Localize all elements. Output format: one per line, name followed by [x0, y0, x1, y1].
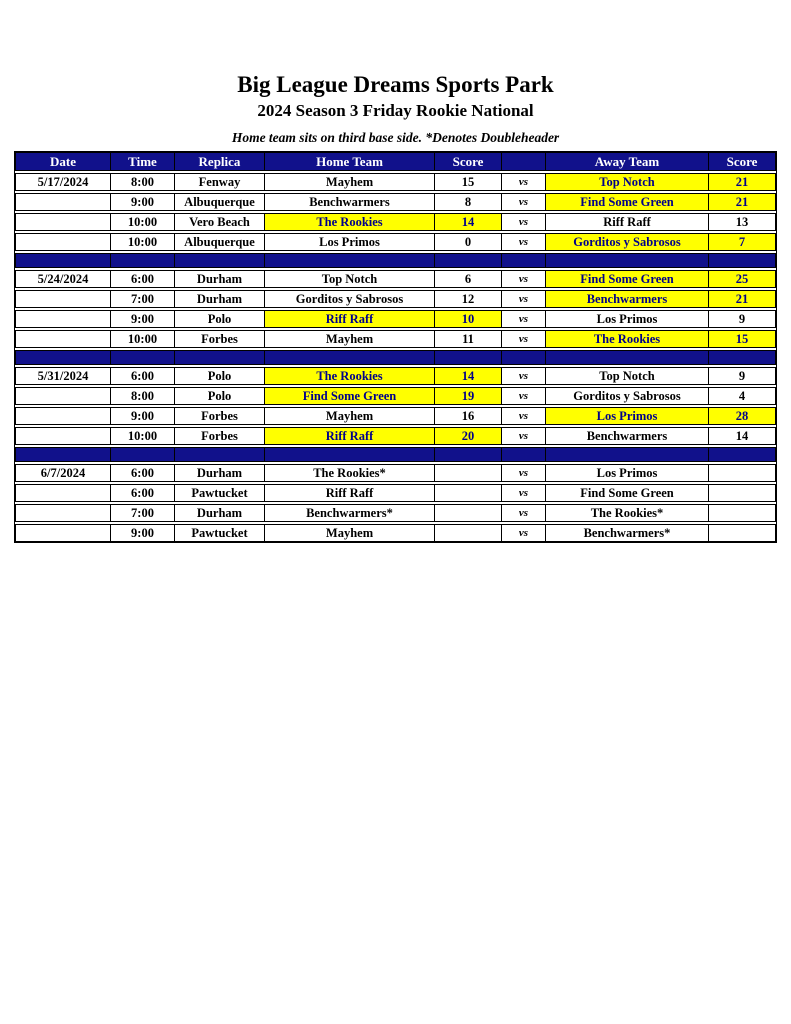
date-cell: 5/31/2024	[16, 368, 111, 384]
separator-away-team-cell	[546, 448, 709, 461]
time-cell: 9:00	[111, 194, 175, 210]
replica-cell: Fenway	[175, 174, 265, 190]
separator-away-score-cell	[709, 351, 775, 364]
home-team-cell: Gorditos y Sabrosos	[265, 291, 435, 307]
home-score-cell	[435, 505, 502, 521]
away-team-cell: Gorditos y Sabrosos	[546, 388, 709, 404]
column-header-vs-cell	[502, 153, 546, 170]
away-team-cell: Gorditos y Sabrosos	[546, 234, 709, 250]
column-header-time-cell: Time	[111, 153, 175, 170]
vs-cell: vs	[502, 525, 546, 541]
home-score-cell: 8	[435, 194, 502, 210]
vs-cell: vs	[502, 465, 546, 481]
separator-time-cell	[111, 351, 175, 364]
home-team-cell: Benchwarmers*	[265, 505, 435, 521]
replica-cell: Forbes	[175, 331, 265, 347]
replica-cell: Pawtucket	[175, 525, 265, 541]
away-team-cell: Find Some Green	[546, 485, 709, 501]
separator-vs-cell	[502, 351, 546, 364]
vs-cell: vs	[502, 428, 546, 444]
home-team-cell: Mayhem	[265, 408, 435, 424]
away-score-cell: 21	[709, 174, 775, 190]
separator-time-cell	[111, 254, 175, 267]
separator-home-team-cell	[265, 448, 435, 461]
away-team-cell: Riff Raff	[546, 214, 709, 230]
vs-cell: vs	[502, 388, 546, 404]
date-cell	[16, 388, 111, 404]
replica-cell: Polo	[175, 311, 265, 327]
home-score-cell: 10	[435, 311, 502, 327]
away-team-cell: Benchwarmers	[546, 291, 709, 307]
date-cell	[16, 311, 111, 327]
away-score-cell	[709, 465, 775, 481]
home-team-cell: Riff Raff	[265, 311, 435, 327]
away-team-cell: Top Notch	[546, 174, 709, 190]
replica-cell: Forbes	[175, 428, 265, 444]
home-team-cell: Benchwarmers	[265, 194, 435, 210]
separator-vs-cell	[502, 254, 546, 267]
date-cell	[16, 505, 111, 521]
time-cell: 7:00	[111, 291, 175, 307]
away-team-cell: Benchwarmers*	[546, 525, 709, 541]
separator-away-score-cell	[709, 448, 775, 461]
home-score-cell: 14	[435, 214, 502, 230]
away-score-cell: 7	[709, 234, 775, 250]
separator-row	[15, 447, 776, 462]
time-cell: 6:00	[111, 465, 175, 481]
home-team-cell: Riff Raff	[265, 428, 435, 444]
separator-row	[15, 350, 776, 365]
replica-cell: Polo	[175, 388, 265, 404]
time-cell: 6:00	[111, 368, 175, 384]
replica-cell: Albuquerque	[175, 234, 265, 250]
separator-away-team-cell	[546, 254, 709, 267]
date-cell	[16, 331, 111, 347]
date-cell: 5/24/2024	[16, 271, 111, 287]
separator-away-team-cell	[546, 351, 709, 364]
separator-home-team-cell	[265, 351, 435, 364]
away-score-cell	[709, 525, 775, 541]
home-team-cell: Los Primos	[265, 234, 435, 250]
separator-replica-cell	[175, 448, 265, 461]
away-team-cell: The Rookies	[546, 331, 709, 347]
column-header-away-score-cell: Score	[709, 153, 775, 170]
home-team-cell: Mayhem	[265, 525, 435, 541]
home-team-cell: The Rookies	[265, 214, 435, 230]
separator-row	[15, 253, 776, 268]
away-team-cell: Find Some Green	[546, 194, 709, 210]
time-cell: 8:00	[111, 388, 175, 404]
column-header-date-cell: Date	[16, 153, 111, 170]
vs-cell: vs	[502, 194, 546, 210]
separator-replica-cell	[175, 254, 265, 267]
home-score-cell: 14	[435, 368, 502, 384]
away-score-cell: 9	[738, 369, 746, 383]
home-score-cell: 0	[435, 234, 502, 250]
time-cell: 9:00	[111, 311, 175, 327]
separator-home-score-cell	[435, 351, 502, 364]
vs-cell: vs	[502, 505, 546, 521]
away-score-cell: 21	[709, 291, 775, 307]
separator-away-score-cell	[709, 254, 775, 267]
away-team-cell: Top Notch	[546, 368, 709, 384]
vs-cell: vs	[502, 368, 546, 384]
page-title: Big League Dreams Sports Park	[237, 72, 554, 97]
separator-date-cell	[16, 351, 111, 364]
separator-vs-cell	[502, 448, 546, 461]
replica-cell: Durham	[175, 465, 265, 481]
separator-home-team-cell	[265, 254, 435, 267]
date-cell	[16, 234, 111, 250]
home-score-cell: 20	[435, 428, 502, 444]
away-team-cell: Benchwarmers	[546, 428, 709, 444]
separator-home-score-cell	[435, 448, 502, 461]
home-team-cell: Find Some Green	[265, 388, 435, 404]
page-subtitle: 2024 Season 3 Friday Rookie National	[257, 101, 534, 120]
replica-cell: Albuquerque	[175, 194, 265, 210]
game-row	[15, 193, 776, 211]
away-team-cell: The Rookies*	[546, 505, 709, 521]
game-row	[15, 484, 776, 502]
vs-cell: vs	[502, 174, 546, 190]
game-row	[15, 464, 776, 482]
vs-cell: vs	[502, 234, 546, 250]
away-score-cell: 25	[709, 271, 775, 287]
game-row	[15, 173, 776, 191]
away-team-cell: Los Primos	[546, 408, 709, 424]
home-team-cell: The Rookies*	[265, 465, 435, 481]
home-team-cell: Mayhem	[265, 174, 435, 190]
time-cell: 6:00	[111, 271, 175, 287]
game-row	[15, 290, 776, 308]
column-header-replica-cell: Replica	[175, 153, 265, 170]
game-row	[15, 387, 776, 405]
date-cell	[16, 291, 111, 307]
home-team-cell: The Rookies	[265, 368, 435, 384]
column-header-away-team-cell: Away Team	[546, 153, 709, 170]
time-cell: 7:00	[111, 505, 175, 521]
separator-time-cell	[111, 448, 175, 461]
away-score-cell: 21	[709, 194, 775, 210]
game-row	[15, 524, 776, 542]
column-header-home-score-cell: Score	[435, 153, 502, 170]
home-team-cell: Top Notch	[265, 271, 435, 287]
replica-cell: Durham	[175, 505, 265, 521]
away-team-cell: Los Primos	[546, 465, 709, 481]
date-cell	[16, 485, 111, 501]
replica-cell: Polo	[175, 368, 265, 384]
away-score-cell: 9	[738, 312, 746, 326]
column-header-home-team-cell: Home Team	[265, 153, 435, 170]
game-row	[15, 270, 776, 288]
game-row	[15, 330, 776, 348]
game-row	[15, 427, 776, 445]
game-row	[15, 367, 776, 385]
home-score-cell: 16	[435, 408, 502, 424]
date-cell	[16, 408, 111, 424]
date-cell	[16, 194, 111, 210]
time-cell: 8:00	[111, 174, 175, 190]
date-cell	[16, 214, 111, 230]
separator-date-cell	[16, 254, 111, 267]
game-row	[15, 213, 776, 231]
vs-cell: vs	[502, 311, 546, 327]
time-cell: 10:00	[111, 214, 175, 230]
schedule-table	[14, 151, 777, 543]
vs-cell: vs	[502, 485, 546, 501]
away-score-cell	[709, 485, 775, 501]
home-score-cell	[435, 465, 502, 481]
time-cell: 9:00	[111, 408, 175, 424]
home-team-cell: Riff Raff	[265, 485, 435, 501]
game-row	[15, 233, 776, 251]
replica-cell: Forbes	[175, 408, 265, 424]
date-cell	[16, 428, 111, 444]
home-score-cell: 12	[435, 291, 502, 307]
time-cell: 9:00	[111, 525, 175, 541]
away-score-cell: 15	[709, 331, 775, 347]
game-row	[15, 504, 776, 522]
game-row	[15, 310, 776, 328]
away-score-cell: 28	[709, 408, 775, 424]
away-score-cell: 4	[738, 389, 746, 403]
date-cell: 6/7/2024	[16, 465, 111, 481]
vs-cell: vs	[502, 271, 546, 287]
home-score-cell: 6	[435, 271, 502, 287]
home-score-cell	[435, 485, 502, 501]
replica-cell: Vero Beach	[175, 214, 265, 230]
separator-replica-cell	[175, 351, 265, 364]
date-cell: 5/17/2024	[16, 174, 111, 190]
vs-cell: vs	[502, 214, 546, 230]
home-score-cell	[435, 525, 502, 541]
header-row	[15, 152, 776, 171]
home-score-cell: 15	[435, 174, 502, 190]
time-cell: 10:00	[111, 234, 175, 250]
page-note: Home team sits on third base side. *Denotes Doubleheader	[231, 130, 560, 145]
replica-cell: Durham	[175, 291, 265, 307]
game-row	[15, 407, 776, 425]
time-cell: 6:00	[111, 485, 175, 501]
time-cell: 10:00	[111, 331, 175, 347]
away-score-cell: 14	[735, 429, 749, 443]
away-team-cell: Find Some Green	[546, 271, 709, 287]
replica-cell: Durham	[175, 271, 265, 287]
vs-cell: vs	[502, 291, 546, 307]
date-cell	[16, 525, 111, 541]
away-team-cell: Los Primos	[546, 311, 709, 327]
vs-cell: vs	[502, 331, 546, 347]
time-cell: 10:00	[111, 428, 175, 444]
separator-home-score-cell	[435, 254, 502, 267]
home-team-cell: Mayhem	[265, 331, 435, 347]
home-score-cell: 19	[435, 388, 502, 404]
home-score-cell: 11	[435, 331, 502, 347]
replica-cell: Pawtucket	[175, 485, 265, 501]
separator-date-cell	[16, 448, 111, 461]
away-score-cell	[709, 505, 775, 521]
vs-cell: vs	[502, 408, 546, 424]
away-score-cell: 13	[735, 215, 749, 229]
